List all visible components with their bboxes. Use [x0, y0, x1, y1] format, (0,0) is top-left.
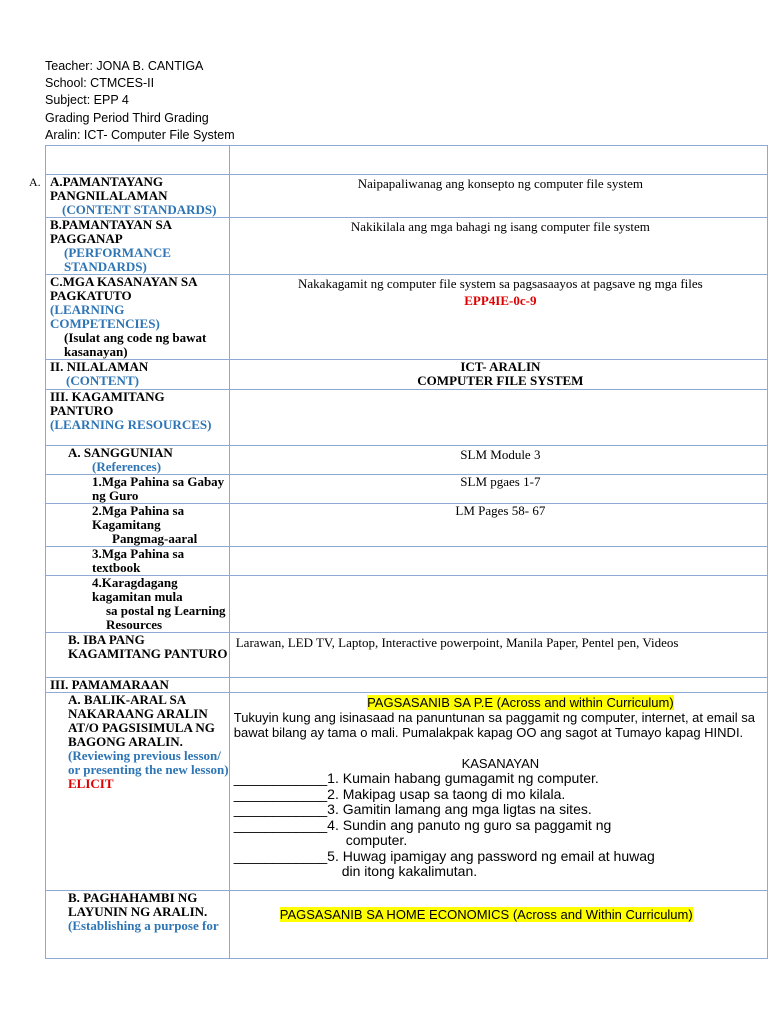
table-row: [46, 693, 768, 891]
content-value-1: ICT- ARALIN: [460, 359, 541, 374]
exercise-item-continued: computer.: [345, 832, 408, 848]
label-cell: [46, 891, 230, 959]
performance-standards-sub: (PERFORMANCE STANDARDS): [64, 245, 171, 274]
table-row: [46, 175, 768, 218]
table-row: [46, 576, 768, 633]
header-grading: Grading Period Third Grading: [45, 111, 209, 125]
list-marker-a: A.: [29, 175, 41, 189]
header-teacher: Teacher: JONA B. CANTIGA: [45, 59, 204, 73]
pangmag-label: 2.Mga Pahina sa Kagamitang: [92, 503, 185, 532]
value-cell: [229, 275, 767, 360]
competency-code: EPP4IE-0c-9: [464, 293, 537, 308]
label-cell: [46, 218, 230, 275]
table-row: [46, 504, 768, 547]
resources-label: III. KAGAMITANG PANTURO: [50, 389, 165, 418]
pe-integration-title: PAGSASANIB SA P.E (Across and within Curriculum): [367, 695, 674, 710]
competencies-note: (Isulat ang code ng bawat kasanayan): [64, 330, 207, 359]
header-school: School: CTMCES-II: [45, 76, 155, 90]
pamamaraan-label: III. PAMAMARAAN: [46, 678, 230, 693]
label-cell: [46, 576, 230, 633]
table-row: [46, 678, 768, 693]
content-label: II. NILALAMAN: [50, 359, 149, 374]
pangmag-label-2: Pangmag-aaral: [112, 531, 198, 546]
performance-standards-label: B.PAMANTAYAN SA PAGGANAP: [50, 217, 172, 246]
guro-label: 1.Mga Pahina sa Gabay ng Guro: [46, 475, 230, 504]
table-row: [46, 275, 768, 360]
karagdagan-label-2: sa postal ng Learning Resources: [106, 603, 226, 632]
references-value: SLM Module 3: [229, 446, 767, 475]
exercise-item: ____________3. Gamitin lamang ang mga ligtas na sites.: [233, 801, 592, 817]
table-row: [46, 146, 768, 175]
table-row: [46, 633, 768, 678]
balik-sub: (Reviewing previous lesson/ or presenting the new lesson): [68, 748, 229, 777]
table-row: [46, 390, 768, 446]
label-cell: [46, 504, 230, 547]
pangmag-value: LM Pages 58- 67: [229, 504, 767, 547]
karagdagan-label: 4.Karagdagang kagamitan mula: [92, 575, 183, 604]
table-row: [46, 475, 768, 504]
guro-value: SLM pgaes 1-7: [229, 475, 767, 504]
content-sub: (CONTENT): [66, 373, 139, 388]
exercise-item: ____________4. Sundin ang panuto ng guro sa paggamit ng: [233, 816, 612, 833]
paghahambi-sub: (Establishing a purpose for: [68, 918, 219, 933]
competencies-sub: (LEARNING COMPETENCIES): [50, 302, 160, 331]
resources-sub: (LEARNING RESOURCES): [50, 417, 212, 432]
label-cell: [46, 446, 230, 475]
references-label: A. SANGGUNIAN: [68, 445, 173, 460]
exercise-list: [234, 771, 767, 880]
iba-value: Larawan, LED TV, Laptop, Interactive powerpoint, Manila Paper, Pentel pen, Videos: [229, 633, 767, 678]
content-standards-sub: (CONTENT STANDARDS): [62, 202, 217, 217]
references-sub: (References): [92, 459, 162, 474]
table-row: [46, 446, 768, 475]
exercise-item-continued: din itong kakalimutan.: [341, 863, 478, 879]
balik-instructions: Tukuyin kung ang isinasaad na panuntunan sa paggamit ng computer, internet, at email sa bawat bilang ay tama o mali. Pumalakpak kapag OO ang sagot at Tumayo kapag HINDI.: [233, 710, 756, 740]
empty-cell: [229, 547, 767, 576]
textbook-label: 3.Mga Pahina sa textbook: [46, 547, 230, 576]
table-row: [46, 218, 768, 275]
performance-standards-value: Nakikilala ang mga bahagi ng isang computer file system: [229, 218, 767, 275]
label-cell: [46, 693, 230, 891]
table-row: [46, 547, 768, 576]
header-aralin: Aralin: ICT- Computer File System: [45, 128, 235, 142]
paghahambi-content: [229, 891, 767, 959]
competencies-label: C.MGA KASANAYAN SA PAGKATUTO: [50, 274, 197, 303]
empty-cell: [46, 146, 230, 175]
table-row: [46, 360, 768, 390]
balik-label: A. BALIK-ARAL SA NAKARAANG ARALIN AT/O PAGSISIMULA NG BAGONG ARALIN.: [68, 692, 215, 749]
exercise-item: ____________1. Kumain habang gumagamit ng computer.: [233, 770, 599, 786]
label-cell: [46, 175, 230, 218]
empty-cell: [229, 146, 767, 175]
value-cell: [229, 360, 767, 390]
elicit-label: ELICIT: [68, 776, 114, 791]
content-standards-label: A.PAMANTAYANG PANGNILALAMAN: [50, 174, 168, 203]
content-value-2: COMPUTER FILE SYSTEM: [417, 373, 584, 388]
exercise-item: ____________5. Huwag ipamigay ang password ng email at huwag: [233, 847, 655, 864]
label-cell: [46, 360, 230, 390]
competencies-value: Nakakagamit ng computer file system sa pagsasaayos at pagsave ng mga files: [298, 276, 703, 291]
kasanayan-heading: KASANAYAN: [461, 756, 540, 771]
empty-cell: [229, 678, 767, 693]
label-cell: [46, 390, 230, 446]
paghahambi-label: B. PAGHAHAMBI NG LAYUNIN NG ARALIN.: [68, 890, 208, 919]
balik-content: [229, 693, 767, 891]
iba-label: B. IBA PANG KAGAMITANG PANTURO: [46, 633, 230, 678]
lesson-plan-table: [45, 145, 768, 959]
content-standards-value: Naipapaliwanag ang konsepto ng computer file system: [229, 175, 767, 218]
empty-cell: [229, 390, 767, 446]
header-subject: Subject: EPP 4: [45, 93, 129, 107]
table-row: [46, 891, 768, 959]
label-cell: [46, 275, 230, 360]
empty-cell: [229, 576, 767, 633]
exercise-item: ____________2. Makipag usap sa taong di mo kilala.: [233, 785, 566, 802]
he-integration-title: PAGSASANIB SA HOME ECONOMICS (Across and Within Curriculum): [279, 907, 693, 922]
